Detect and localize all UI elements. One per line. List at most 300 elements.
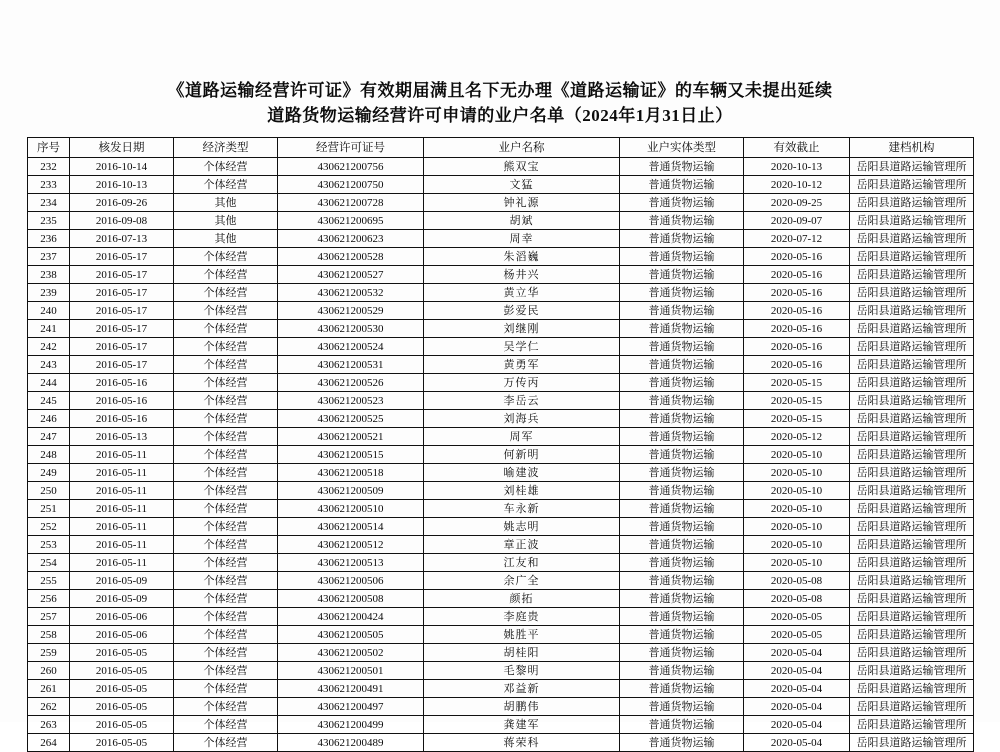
cell-economic-type: 个体经营 — [174, 626, 278, 644]
cell-filing-agency: 岳阳县道路运输管理所 — [850, 338, 974, 356]
cell-entity-type: 普通货物运输 — [620, 518, 744, 536]
cell-license-number: 430621200499 — [278, 716, 424, 734]
cell-entity-type: 普通货物运输 — [620, 734, 744, 752]
cell-entity-type: 普通货物运输 — [620, 626, 744, 644]
cell-expiry-date: 2020-10-12 — [744, 176, 850, 194]
cell-entity-type: 普通货物运输 — [620, 590, 744, 608]
cell-expiry-date: 2020-05-04 — [744, 716, 850, 734]
cell-entity-type: 普通货物运输 — [620, 248, 744, 266]
cell-operator-name: 文猛 — [424, 176, 620, 194]
cell-issue-date: 2016-05-05 — [70, 734, 174, 752]
cell-economic-type: 个体经营 — [174, 284, 278, 302]
cell-operator-name: 毛黎明 — [424, 662, 620, 680]
column-header-economic-type: 经济类型 — [174, 138, 278, 158]
cell-issue-date: 2016-05-11 — [70, 464, 174, 482]
cell-economic-type: 其他 — [174, 194, 278, 212]
cell-issue-date: 2016-05-06 — [70, 608, 174, 626]
cell-expiry-date: 2020-05-10 — [744, 446, 850, 464]
cell-license-number: 430621200530 — [278, 320, 424, 338]
cell-entity-type: 普通货物运输 — [620, 680, 744, 698]
cell-license-number: 430621200505 — [278, 626, 424, 644]
cell-filing-agency: 岳阳县道路运输管理所 — [850, 230, 974, 248]
cell-entity-type: 普通货物运输 — [620, 482, 744, 500]
cell-operator-name: 周军 — [424, 428, 620, 446]
cell-expiry-date: 2020-05-16 — [744, 248, 850, 266]
cell-index: 238 — [28, 266, 70, 284]
cell-economic-type: 个体经营 — [174, 716, 278, 734]
table-row — [28, 284, 974, 302]
cell-issue-date: 2016-07-13 — [70, 230, 174, 248]
cell-index: 237 — [28, 248, 70, 266]
cell-license-number: 430621200531 — [278, 356, 424, 374]
cell-filing-agency: 岳阳县道路运输管理所 — [850, 662, 974, 680]
cell-license-number: 430621200502 — [278, 644, 424, 662]
table-row — [28, 590, 974, 608]
cell-license-number: 430621200728 — [278, 194, 424, 212]
cell-expiry-date: 2020-05-10 — [744, 518, 850, 536]
table-row — [28, 536, 974, 554]
cell-issue-date: 2016-05-11 — [70, 500, 174, 518]
cell-entity-type: 普通货物运输 — [620, 374, 744, 392]
cell-filing-agency: 岳阳县道路运输管理所 — [850, 716, 974, 734]
cell-license-number: 430621200525 — [278, 410, 424, 428]
table-row — [28, 464, 974, 482]
cell-issue-date: 2016-09-26 — [70, 194, 174, 212]
table-row — [28, 302, 974, 320]
cell-filing-agency: 岳阳县道路运输管理所 — [850, 572, 974, 590]
cell-index: 264 — [28, 734, 70, 752]
cell-expiry-date: 2020-05-16 — [744, 338, 850, 356]
cell-issue-date: 2016-05-05 — [70, 662, 174, 680]
cell-license-number: 430621200524 — [278, 338, 424, 356]
cell-index: 249 — [28, 464, 70, 482]
cell-license-number: 430621200532 — [278, 284, 424, 302]
cell-index: 234 — [28, 194, 70, 212]
table-row — [28, 698, 974, 716]
cell-economic-type: 个体经营 — [174, 338, 278, 356]
cell-economic-type: 个体经营 — [174, 536, 278, 554]
cell-expiry-date: 2020-05-10 — [744, 482, 850, 500]
cell-entity-type: 普通货物运输 — [620, 428, 744, 446]
cell-expiry-date: 2020-05-04 — [744, 680, 850, 698]
cell-license-number: 430621200695 — [278, 212, 424, 230]
cell-index: 258 — [28, 626, 70, 644]
column-header-license-number: 经营许可证号 — [278, 138, 424, 158]
title-line-1: 《道路运输经营许可证》有效期届满且名下无办理《道路运输证》的车辆又未提出延续 — [167, 81, 833, 100]
cell-filing-agency: 岳阳县道路运输管理所 — [850, 356, 974, 374]
table-row — [28, 626, 974, 644]
cell-operator-name: 何新明 — [424, 446, 620, 464]
cell-operator-name: 章正波 — [424, 536, 620, 554]
cell-filing-agency: 岳阳县道路运输管理所 — [850, 500, 974, 518]
cell-issue-date: 2016-10-13 — [70, 176, 174, 194]
cell-economic-type: 个体经营 — [174, 410, 278, 428]
table-row — [28, 212, 974, 230]
cell-issue-date: 2016-05-11 — [70, 536, 174, 554]
cell-filing-agency: 岳阳县道路运输管理所 — [850, 266, 974, 284]
table-row — [28, 680, 974, 698]
cell-operator-name: 姚志明 — [424, 518, 620, 536]
table-row — [28, 554, 974, 572]
cell-economic-type: 个体经营 — [174, 356, 278, 374]
cell-economic-type: 其他 — [174, 230, 278, 248]
cell-license-number: 430621200528 — [278, 248, 424, 266]
cell-index: 241 — [28, 320, 70, 338]
cell-operator-name: 邓益新 — [424, 680, 620, 698]
cell-index: 248 — [28, 446, 70, 464]
cell-economic-type: 个体经营 — [174, 518, 278, 536]
cell-operator-name: 胡斌 — [424, 212, 620, 230]
cell-index: 263 — [28, 716, 70, 734]
table-row — [28, 374, 974, 392]
cell-issue-date: 2016-05-06 — [70, 626, 174, 644]
table-row — [28, 194, 974, 212]
cell-operator-name: 江友和 — [424, 554, 620, 572]
cell-entity-type: 普通货物运输 — [620, 716, 744, 734]
cell-index: 254 — [28, 554, 70, 572]
cell-license-number: 430621200491 — [278, 680, 424, 698]
table-row — [28, 428, 974, 446]
cell-operator-name: 黄立华 — [424, 284, 620, 302]
column-header-issue-date: 核发日期 — [70, 138, 174, 158]
cell-index: 251 — [28, 500, 70, 518]
cell-issue-date: 2016-05-09 — [70, 572, 174, 590]
cell-expiry-date: 2020-05-04 — [744, 698, 850, 716]
cell-issue-date: 2016-05-11 — [70, 518, 174, 536]
cell-operator-name: 喻建波 — [424, 464, 620, 482]
cell-entity-type: 普通货物运输 — [620, 446, 744, 464]
cell-operator-name: 胡桂阳 — [424, 644, 620, 662]
cell-license-number: 430621200515 — [278, 446, 424, 464]
cell-filing-agency: 岳阳县道路运输管理所 — [850, 626, 974, 644]
cell-operator-name: 彭爱民 — [424, 302, 620, 320]
cell-operator-name: 李庭贵 — [424, 608, 620, 626]
cell-economic-type: 个体经营 — [174, 446, 278, 464]
cell-economic-type: 个体经营 — [174, 680, 278, 698]
cell-index: 257 — [28, 608, 70, 626]
cell-filing-agency: 岳阳县道路运输管理所 — [850, 608, 974, 626]
cell-filing-agency: 岳阳县道路运输管理所 — [850, 536, 974, 554]
cell-operator-name: 龚建军 — [424, 716, 620, 734]
cell-operator-name: 刘继刚 — [424, 320, 620, 338]
cell-issue-date: 2016-09-08 — [70, 212, 174, 230]
cell-entity-type: 普通货物运输 — [620, 392, 744, 410]
cell-filing-agency: 岳阳县道路运输管理所 — [850, 374, 974, 392]
cell-economic-type: 个体经营 — [174, 482, 278, 500]
cell-license-number: 430621200497 — [278, 698, 424, 716]
column-header-index: 序号 — [28, 138, 70, 158]
cell-issue-date: 2016-05-05 — [70, 716, 174, 734]
cell-filing-agency: 岳阳县道路运输管理所 — [850, 482, 974, 500]
cell-issue-date: 2016-05-05 — [70, 644, 174, 662]
column-header-entity-type: 业户实体类型 — [620, 138, 744, 158]
cell-expiry-date: 2020-05-16 — [744, 356, 850, 374]
cell-expiry-date: 2020-05-05 — [744, 626, 850, 644]
cell-entity-type: 普通货物运输 — [620, 410, 744, 428]
cell-index: 245 — [28, 392, 70, 410]
cell-operator-name: 万传丙 — [424, 374, 620, 392]
cell-entity-type: 普通货物运输 — [620, 338, 744, 356]
table-row — [28, 176, 974, 194]
column-header-expiry-date: 有效截止 — [744, 138, 850, 158]
table-header-row — [28, 138, 974, 158]
cell-entity-type: 普通货物运输 — [620, 500, 744, 518]
cell-entity-type: 普通货物运输 — [620, 284, 744, 302]
cell-expiry-date: 2020-05-10 — [744, 554, 850, 572]
cell-issue-date: 2016-05-09 — [70, 590, 174, 608]
cell-economic-type: 个体经营 — [174, 428, 278, 446]
table-row — [28, 518, 974, 536]
cell-economic-type: 个体经营 — [174, 320, 278, 338]
cell-index: 252 — [28, 518, 70, 536]
cell-operator-name: 车永新 — [424, 500, 620, 518]
cell-economic-type: 个体经营 — [174, 698, 278, 716]
cell-economic-type: 个体经营 — [174, 374, 278, 392]
table-row — [28, 716, 974, 734]
cell-economic-type: 个体经营 — [174, 158, 278, 176]
cell-issue-date: 2016-05-17 — [70, 320, 174, 338]
cell-index: 253 — [28, 536, 70, 554]
cell-expiry-date: 2020-05-05 — [744, 608, 850, 626]
column-header-operator-name: 业户名称 — [424, 138, 620, 158]
cell-license-number: 430621200508 — [278, 590, 424, 608]
cell-issue-date: 2016-05-05 — [70, 680, 174, 698]
cell-index: 243 — [28, 356, 70, 374]
cell-license-number: 430621200521 — [278, 428, 424, 446]
cell-index: 233 — [28, 176, 70, 194]
cell-issue-date: 2016-05-17 — [70, 302, 174, 320]
cell-expiry-date: 2020-05-15 — [744, 374, 850, 392]
cell-expiry-date: 2020-05-04 — [744, 662, 850, 680]
table-row — [28, 410, 974, 428]
cell-entity-type: 普通货物运输 — [620, 212, 744, 230]
cell-index: 242 — [28, 338, 70, 356]
cell-license-number: 430621200529 — [278, 302, 424, 320]
cell-expiry-date: 2020-05-08 — [744, 590, 850, 608]
cell-license-number: 430621200514 — [278, 518, 424, 536]
cell-issue-date: 2016-05-13 — [70, 428, 174, 446]
cell-economic-type: 个体经营 — [174, 644, 278, 662]
cell-operator-name: 刘桂雄 — [424, 482, 620, 500]
cell-index: 235 — [28, 212, 70, 230]
cell-filing-agency: 岳阳县道路运输管理所 — [850, 284, 974, 302]
table-row — [28, 338, 974, 356]
cell-index: 240 — [28, 302, 70, 320]
cell-economic-type: 个体经营 — [174, 500, 278, 518]
cell-license-number: 430621200506 — [278, 572, 424, 590]
cell-entity-type: 普通货物运输 — [620, 572, 744, 590]
cell-economic-type: 个体经营 — [174, 608, 278, 626]
cell-expiry-date: 2020-05-10 — [744, 464, 850, 482]
cell-index: 239 — [28, 284, 70, 302]
cell-expiry-date: 2020-05-16 — [744, 320, 850, 338]
cell-expiry-date: 2020-05-04 — [744, 734, 850, 752]
cell-economic-type: 个体经营 — [174, 734, 278, 752]
table-header — [28, 138, 974, 158]
cell-entity-type: 普通货物运输 — [620, 536, 744, 554]
cell-issue-date: 2016-05-17 — [70, 284, 174, 302]
cell-expiry-date: 2020-05-04 — [744, 644, 850, 662]
cell-filing-agency: 岳阳县道路运输管理所 — [850, 158, 974, 176]
cell-issue-date: 2016-05-17 — [70, 338, 174, 356]
cell-license-number: 430621200518 — [278, 464, 424, 482]
cell-expiry-date: 2020-05-10 — [744, 536, 850, 554]
cell-expiry-date: 2020-05-16 — [744, 284, 850, 302]
cell-economic-type: 个体经营 — [174, 266, 278, 284]
cell-operator-name: 熊双宝 — [424, 158, 620, 176]
cell-expiry-date: 2020-05-10 — [744, 500, 850, 518]
cell-entity-type: 普通货物运输 — [620, 356, 744, 374]
cell-issue-date: 2016-05-16 — [70, 392, 174, 410]
cell-filing-agency: 岳阳县道路运输管理所 — [850, 428, 974, 446]
cell-issue-date: 2016-05-11 — [70, 446, 174, 464]
license-table-container — [27, 137, 973, 752]
column-header-filing-agency: 建档机构 — [850, 138, 974, 158]
cell-operator-name: 钟礼源 — [424, 194, 620, 212]
table-row — [28, 320, 974, 338]
cell-issue-date: 2016-05-11 — [70, 482, 174, 500]
cell-entity-type: 普通货物运输 — [620, 176, 744, 194]
cell-issue-date: 2016-05-11 — [70, 554, 174, 572]
table-row — [28, 158, 974, 176]
cell-filing-agency: 岳阳县道路运输管理所 — [850, 248, 974, 266]
cell-operator-name: 周幸 — [424, 230, 620, 248]
cell-operator-name: 李岳云 — [424, 392, 620, 410]
cell-economic-type: 个体经营 — [174, 554, 278, 572]
cell-entity-type: 普通货物运输 — [620, 320, 744, 338]
cell-economic-type: 其他 — [174, 212, 278, 230]
cell-issue-date: 2016-05-16 — [70, 374, 174, 392]
table-body — [28, 158, 974, 752]
cell-filing-agency: 岳阳县道路运输管理所 — [850, 680, 974, 698]
cell-entity-type: 普通货物运输 — [620, 554, 744, 572]
cell-expiry-date: 2020-05-16 — [744, 266, 850, 284]
table-row — [28, 392, 974, 410]
cell-filing-agency: 岳阳县道路运输管理所 — [850, 446, 974, 464]
cell-entity-type: 普通货物运输 — [620, 662, 744, 680]
cell-index: 262 — [28, 698, 70, 716]
cell-filing-agency: 岳阳县道路运输管理所 — [850, 554, 974, 572]
cell-economic-type: 个体经营 — [174, 392, 278, 410]
cell-entity-type: 普通货物运输 — [620, 266, 744, 284]
cell-operator-name: 刘海兵 — [424, 410, 620, 428]
cell-expiry-date: 2020-09-07 — [744, 212, 850, 230]
cell-license-number: 430621200527 — [278, 266, 424, 284]
cell-issue-date: 2016-05-17 — [70, 248, 174, 266]
license-table — [27, 137, 974, 752]
table-row — [28, 266, 974, 284]
cell-index: 256 — [28, 590, 70, 608]
cell-expiry-date: 2020-09-25 — [744, 194, 850, 212]
cell-filing-agency: 岳阳县道路运输管理所 — [850, 464, 974, 482]
cell-index: 259 — [28, 644, 70, 662]
cell-economic-type: 个体经营 — [174, 662, 278, 680]
cell-license-number: 430621200512 — [278, 536, 424, 554]
cell-economic-type: 个体经营 — [174, 302, 278, 320]
cell-license-number: 430621200623 — [278, 230, 424, 248]
cell-issue-date: 2016-05-17 — [70, 356, 174, 374]
cell-operator-name: 朱滔巍 — [424, 248, 620, 266]
cell-license-number: 430621200424 — [278, 608, 424, 626]
cell-issue-date: 2016-10-14 — [70, 158, 174, 176]
cell-filing-agency: 岳阳县道路运输管理所 — [850, 302, 974, 320]
cell-issue-date: 2016-05-16 — [70, 410, 174, 428]
cell-expiry-date: 2020-05-15 — [744, 392, 850, 410]
cell-entity-type: 普通货物运输 — [620, 302, 744, 320]
cell-expiry-date: 2020-07-12 — [744, 230, 850, 248]
cell-filing-agency: 岳阳县道路运输管理所 — [850, 194, 974, 212]
cell-index: 247 — [28, 428, 70, 446]
table-row — [28, 500, 974, 518]
table-row — [28, 356, 974, 374]
cell-index: 232 — [28, 158, 70, 176]
table-row — [28, 644, 974, 662]
cell-operator-name: 余广全 — [424, 572, 620, 590]
cell-operator-name: 颜拓 — [424, 590, 620, 608]
cell-operator-name: 杨井兴 — [424, 266, 620, 284]
cell-index: 246 — [28, 410, 70, 428]
cell-entity-type: 普通货物运输 — [620, 644, 744, 662]
table-row — [28, 248, 974, 266]
cell-index: 250 — [28, 482, 70, 500]
cell-operator-name: 姚胜平 — [424, 626, 620, 644]
cell-entity-type: 普通货物运输 — [620, 608, 744, 626]
cell-license-number: 430621200750 — [278, 176, 424, 194]
cell-index: 244 — [28, 374, 70, 392]
table-row — [28, 446, 974, 464]
cell-filing-agency: 岳阳县道路运输管理所 — [850, 734, 974, 752]
cell-filing-agency: 岳阳县道路运输管理所 — [850, 698, 974, 716]
cell-filing-agency: 岳阳县道路运输管理所 — [850, 590, 974, 608]
cell-entity-type: 普通货物运输 — [620, 230, 744, 248]
cell-filing-agency: 岳阳县道路运输管理所 — [850, 644, 974, 662]
table-row — [28, 482, 974, 500]
cell-filing-agency: 岳阳县道路运输管理所 — [850, 518, 974, 536]
cell-license-number: 430621200489 — [278, 734, 424, 752]
cell-index: 260 — [28, 662, 70, 680]
cell-issue-date: 2016-05-05 — [70, 698, 174, 716]
cell-filing-agency: 岳阳县道路运输管理所 — [850, 320, 974, 338]
cell-expiry-date: 2020-10-13 — [744, 158, 850, 176]
cell-economic-type: 个体经营 — [174, 590, 278, 608]
cell-expiry-date: 2020-05-08 — [744, 572, 850, 590]
cell-license-number: 430621200513 — [278, 554, 424, 572]
cell-filing-agency: 岳阳县道路运输管理所 — [850, 410, 974, 428]
cell-filing-agency: 岳阳县道路运输管理所 — [850, 176, 974, 194]
cell-entity-type: 普通货物运输 — [620, 158, 744, 176]
cell-economic-type: 个体经营 — [174, 176, 278, 194]
cell-operator-name: 蒋荣科 — [424, 734, 620, 752]
table-row — [28, 230, 974, 248]
cell-expiry-date: 2020-05-16 — [744, 302, 850, 320]
title-line-2: 道路货物运输经营许可申请的业户名单（2024年1月31日止） — [267, 106, 733, 125]
cell-index: 236 — [28, 230, 70, 248]
cell-expiry-date: 2020-05-15 — [744, 410, 850, 428]
cell-license-number: 430621200523 — [278, 392, 424, 410]
cell-economic-type: 个体经营 — [174, 248, 278, 266]
cell-operator-name: 黄勇军 — [424, 356, 620, 374]
table-row — [28, 572, 974, 590]
cell-expiry-date: 2020-05-12 — [744, 428, 850, 446]
cell-economic-type: 个体经营 — [174, 464, 278, 482]
cell-entity-type: 普通货物运输 — [620, 194, 744, 212]
cell-license-number: 430621200501 — [278, 662, 424, 680]
cell-index: 255 — [28, 572, 70, 590]
cell-economic-type: 个体经营 — [174, 572, 278, 590]
table-row — [28, 734, 974, 752]
cell-license-number: 430621200526 — [278, 374, 424, 392]
cell-issue-date: 2016-05-17 — [70, 266, 174, 284]
